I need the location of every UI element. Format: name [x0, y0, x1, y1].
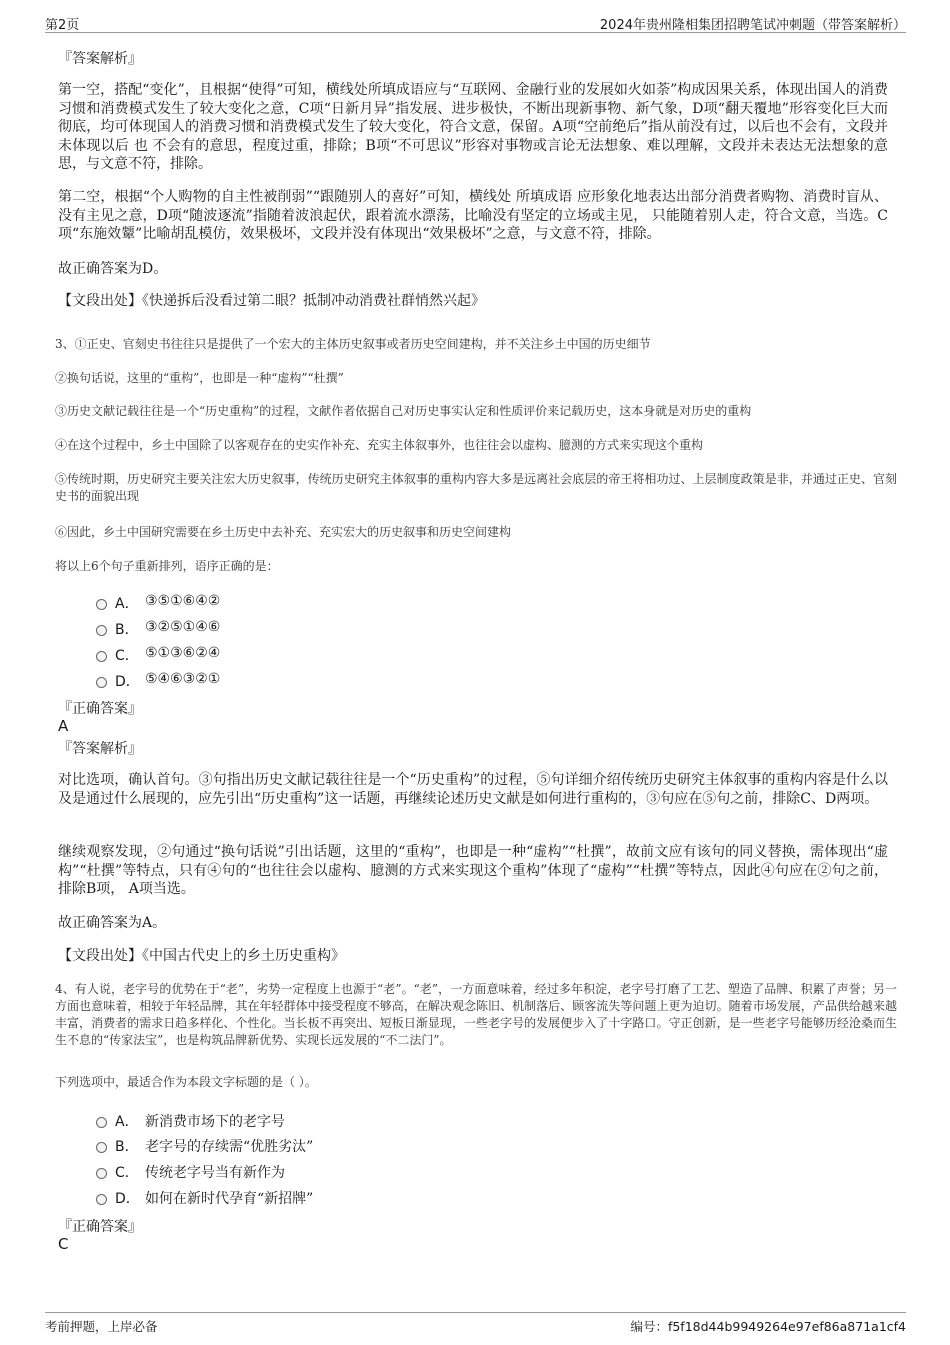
document-id: 编号：f5f18d44b9949264e97ef86a871a1cf4	[630, 1319, 906, 1334]
radio-icon[interactable]	[96, 625, 107, 636]
radio-icon[interactable]	[96, 1117, 107, 1128]
radio-icon[interactable]	[96, 599, 107, 610]
q3-sentence-2: ②换句话说，这里的“重构”，也即是一种“虚构”“杜撰”	[55, 371, 344, 385]
page-header	[45, 12, 906, 33]
radio-icon[interactable]	[96, 1194, 107, 1205]
q3-sentence-1: 3、①正史、官刻史书往往只是提供了一个宏大的主体历史叙事或者历史空间建构，并不关注乡土中国的历史细节	[55, 337, 651, 351]
q4-answer-label: 『正确答案』	[58, 1219, 142, 1235]
radio-icon[interactable]	[96, 651, 107, 662]
q2-source: 【文段出处】《快递拆后没看过第二眼？抵制冲动消费社群悄然兴起》	[58, 293, 485, 309]
q2-analysis-para1: 第一空，搭配“变化”，且根据“使得”可知，横线处所填成语应与“互联网、金融行业的发展如火如荼”构成因果关系，体现出国人的消费习惯和消费模式发生了较大变化之意，C项“日新月异”指发展、进步极快，不断出现新事物、新气象，D项“翻天覆地”形容变化巨大而彻底，均可体现国人的消费习惯和消费模式发生了较大变化，符合文意，保留。A项“空前绝后”指从前没有过，以后也不会有，文段并未体现以后 也 不会有的意思，程度过重，排除；B项“不可思议”形容对事物或言论无法想象、难以理解，文段并未表达无法想象的意思，与文意不符，排除。	[58, 82, 888, 172]
q3-analysis-label: 『答案解析』	[58, 741, 142, 757]
page-number: 第2页	[45, 18, 80, 33]
q3-source: 【文段出处】《中国古代史上的乡土历史重构》	[58, 948, 345, 964]
q3-analysis-para1: 对比选项，确认首句。③句指出历史文献记载往往是一个“历史重构”的过程，⑤句详细介绍传统历史研究主体叙事的重构内容是什么以及是通过什么展现的，应先引出“历史重构”这一话题，再继续论述历史文献是如何进行重构的，③句应在⑤句之前，排除C、D两项。	[58, 772, 888, 807]
footer-slogan: 考前押题，上岸必备	[45, 1319, 158, 1334]
q2-analysis-para2: 第二空，根据“个人购物的自主性被削弱”“跟随别人的喜好”可知，横线处 所填成语 应形象化地表达出部分消费者购物、消费时盲从、没有主见之意，D项“随波逐流”指随着波浪起伏，跟着流水漂荡，比喻没有坚定的立场或主见， 只能随着别人走，符合文意，当选。C项“东施效颦”比喻胡乱模仿，效果极坏，文段并没有体现出“效果极坏”之意，与文意不符，排除。	[58, 189, 888, 242]
q3-sentence-3: ③历史文献记载往往是一个“历史重构”的过程，文献作者依据自己对历史事实认定和性质评价来记载历史，这本身就是对历史的重构	[55, 404, 752, 418]
q3-sentence-4: ④在这个过程中，乡土中国除了以客观存在的史实作补充、充实主体叙事外，也往往会以虚构、臆测的方式来实现这个重构	[55, 438, 704, 452]
page-footer	[45, 1312, 906, 1335]
q3-sentence-6: ⑥因此，乡土中国研究需要在乡土历史中去补充、充实宏大的历史叙事和历史空间建构	[55, 525, 512, 539]
q4-answer: C	[58, 1235, 69, 1253]
q3-analysis-para2: 继续观察发现，②句通过“换句话说”引出话题，这里的“重构”，也即是一种“虚构”“杜撰”，故前文应有该句的同义替换，需体现出“虚构”“杜撰”等特点，只有④句的“也往往会以虚构、臆测的方式来实现这个重构”体现了“虚构”“杜撰”等特点，因此④句应在②句之前，排除B项， A项当选。	[58, 844, 888, 897]
document-title: 2024年贵州隆相集团招聘笔试冲刺题（带答案解析）	[599, 18, 906, 33]
radio-icon[interactable]	[96, 1168, 107, 1179]
q2-conclusion: 故正确答案为D。	[58, 261, 168, 277]
radio-icon[interactable]	[96, 677, 107, 688]
q3-answer: A	[58, 717, 69, 735]
q3-prompt: 将以上6个句子重新排列，语序正确的是：	[55, 559, 279, 573]
q3-answer-label: 『正确答案』	[58, 701, 142, 717]
q2-analysis-label: 『答案解析』	[58, 51, 142, 67]
q4-prompt: 下列选项中，最适合作为本段文字标题的是（ ）。	[55, 1075, 317, 1089]
radio-icon[interactable]	[96, 1142, 107, 1153]
q4-stem: 4、有人说，老字号的优势在于“老”，劣势一定程度上也源于“老”。“老”，一方面意味着，经过多年积淀，老字号打磨了工艺、塑造了品牌、积累了声誉；另一方面也意味着，相较于年轻品牌，其在年轻群体中接受程度不够高，在解决观念陈旧、机制落后、顾客流失等问题上更为迫切。随着市场发展，产品供给越来越丰富，消费者的需求日趋多样化、个性化。当长板不再突出、短板日渐显现，一些老字号的发展便步入了十字路口。守正创新，是一些老字号能够历经沧桑而生生不息的“传家法宝”，也是构筑品牌新优势、实现长远发展的“不二法门”。	[55, 982, 897, 1047]
q3-sentence-5: ⑤传统时期，历史研究主要关注宏大历史叙事，传统历史研究主体叙事的重构内容大多是远离社会底层的帝王将相功过、上层制度政策是非，并通过正史、官刻史书的面貌出现	[55, 472, 897, 503]
q3-conclusion: 故正确答案为A。	[58, 915, 167, 931]
